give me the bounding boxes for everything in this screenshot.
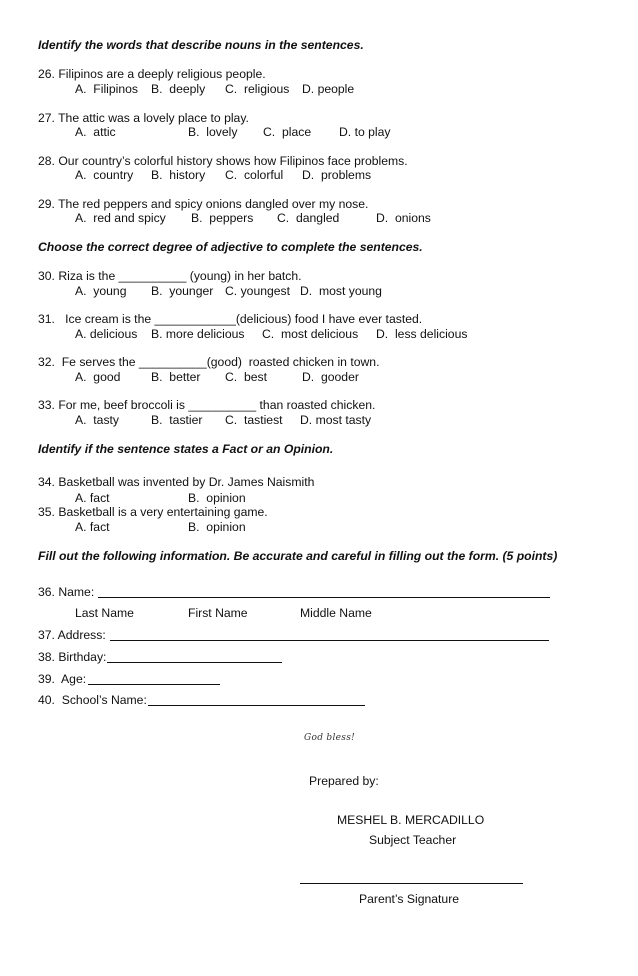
option-31-d: D. less delicious [376,327,468,341]
option-29-c: C. dangled [277,211,340,225]
option-26-c: C. religious [225,82,290,96]
option-34-a: A. fact [75,491,110,505]
school-name-label: 40. School’s Name: [38,693,147,707]
parent-signature-label: Parent’s Signature [359,892,460,906]
name-blank-line[interactable] [98,597,550,598]
age-blank-line[interactable] [88,684,220,685]
section-heading-degree-of-adjective: Choose the correct degree of adjective to complete the sentences. [38,240,423,254]
question-31: 31. Ice cream is the ____________(delicious) food I have ever tasted. [38,312,423,326]
section-heading-fill-out-form: Fill out the following information. Be accurate and careful in filling out the form. (5 points) [38,549,558,563]
last-name-caption: Last Name [75,606,134,620]
option-29-a: A. red and spicy [75,211,166,225]
question-34: 34. Basketball was invented by Dr. James Naismith [38,475,315,489]
option-26-b: B. deeply [151,82,206,96]
option-29-d: D. onions [376,211,431,225]
question-26: 26. Filipinos are a deeply religious people. [38,67,266,81]
option-35-b: B. opinion [188,520,246,534]
option-31-b: B. more delicious [151,327,245,341]
question-28: 28. Our country’s colorful history shows how Filipinos face problems. [38,154,408,168]
option-30-c: C. youngest [225,284,291,298]
age-label: 39. Age: [38,672,87,686]
question-35: 35. Basketball is a very entertaining game. [38,505,268,519]
blessing-script: God bless! [304,733,356,743]
option-33-b: B. tastier [151,413,203,427]
option-31-c: C. most delicious [262,327,359,341]
middle-name-caption: Middle Name [300,606,372,620]
section-heading-describing-words: Identify the words that describe nouns in the sentences. [38,38,364,52]
option-31-a: A. delicious [75,327,138,341]
teacher-name: MESHEL B. MERCADILLO [337,813,485,827]
school-name-blank-line[interactable] [148,705,365,706]
first-name-caption: First Name [188,606,248,620]
option-26-a: A. Filipinos [75,82,138,96]
option-26-d: D. people [302,82,355,96]
option-28-d: D. problems [302,168,372,182]
option-30-b: B. younger [151,284,214,298]
section-heading-fact-or-opinion: Identify if the sentence states a Fact or an Opinion. [38,442,334,456]
address-label: 37. Address: [38,628,106,642]
question-32: 32. Fe serves the __________(good) roasted chicken in town. [38,355,380,369]
option-30-a: A. young [75,284,127,298]
question-27: 27. The attic was a lovely place to play. [38,111,249,125]
option-32-c: C. best [225,370,267,384]
parent-signature-line[interactable] [300,883,523,884]
prepared-by-label: Prepared by: [309,774,379,788]
option-29-b: B. peppers [191,211,254,225]
option-32-d: D. gooder [302,370,359,384]
teacher-title: Subject Teacher [369,833,457,847]
option-27-a: A. attic [75,125,116,139]
option-30-d: D. most young [300,284,382,298]
option-27-d: D. to play [339,125,391,139]
name-label: 36. Name: [38,585,95,599]
option-33-d: D. most tasty [300,413,372,427]
question-29: 29. The red peppers and spicy onions dangled over my nose. [38,197,369,211]
option-32-b: B. better [151,370,201,384]
option-27-b: B. lovely [188,125,238,139]
option-28-b: B. history [151,168,206,182]
question-33: 33. For me, beef broccoli is __________ than roasted chicken. [38,398,376,412]
option-35-a: A. fact [75,520,110,534]
birthday-blank-line[interactable] [107,662,282,663]
option-27-c: C. place [263,125,312,139]
birthday-label: 38. Birthday: [38,650,107,664]
address-blank-line[interactable] [110,640,549,641]
option-33-c: C. tastiest [225,413,283,427]
option-28-c: C. colorful [225,168,284,182]
question-30: 30. Riza is the __________ (young) in her batch. [38,269,302,283]
option-33-a: A. tasty [75,413,120,427]
option-32-a: A. good [75,370,121,384]
option-34-b: B. opinion [188,491,246,505]
option-28-a: A. country [75,168,134,182]
